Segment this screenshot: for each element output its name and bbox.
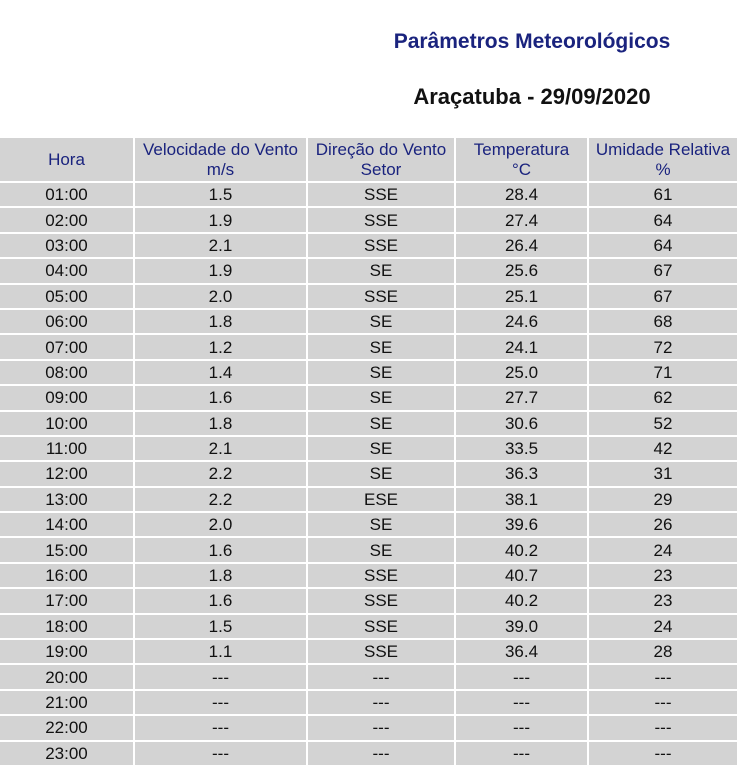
page-title <box>0 30 740 54</box>
table-cell-velocidade: 1.2 <box>135 335 306 358</box>
table-cell-temperatura: --- <box>456 691 587 714</box>
table-cell-hora: 06:00 <box>0 310 133 333</box>
table-row <box>0 665 737 688</box>
table-cell-hora: 17:00 <box>0 589 133 612</box>
table-cell-temperatura: --- <box>456 742 587 765</box>
table-cell-temperatura: 39.0 <box>456 615 587 638</box>
table-cell-umidade: --- <box>589 742 737 765</box>
table-cell-velocidade: 2.1 <box>135 234 306 257</box>
table-cell-velocidade: 1.6 <box>135 589 306 612</box>
column-header-direcao <box>308 138 454 181</box>
table-cell-velocidade: 1.9 <box>135 259 306 282</box>
table-cell-direcao: SSE <box>308 589 454 612</box>
table-cell-hora: 15:00 <box>0 538 133 561</box>
table-cell-velocidade: --- <box>135 665 306 688</box>
table-cell-umidade: 24 <box>589 615 737 638</box>
page-title-text: Parâmetros Meteorológicos <box>393 30 671 53</box>
table-cell-hora: 10:00 <box>0 412 133 435</box>
table-row <box>0 285 737 308</box>
table-cell-velocidade: 1.1 <box>135 640 306 663</box>
table-row <box>0 183 737 206</box>
table-cell-hora: 02:00 <box>0 208 133 231</box>
table-cell-temperatura: 36.4 <box>456 640 587 663</box>
table-cell-hora: 07:00 <box>0 335 133 358</box>
table-row <box>0 564 737 587</box>
table-cell-velocidade: 1.8 <box>135 310 306 333</box>
table-cell-velocidade: 1.8 <box>135 412 306 435</box>
table-cell-umidade: --- <box>589 691 737 714</box>
table-cell-direcao: SE <box>308 386 454 409</box>
table-cell-hora: 19:00 <box>0 640 133 663</box>
table-cell-temperatura: 24.6 <box>456 310 587 333</box>
table-cell-temperatura: 39.6 <box>456 513 587 536</box>
table-cell-hora: 04:00 <box>0 259 133 282</box>
table-cell-direcao: ESE <box>308 488 454 511</box>
table-cell-velocidade: --- <box>135 742 306 765</box>
table-cell-direcao: SE <box>308 259 454 282</box>
table-cell-temperatura: 40.2 <box>456 538 587 561</box>
table-cell-velocidade: 1.5 <box>135 615 306 638</box>
table-row <box>0 691 737 714</box>
table-cell-umidade: 52 <box>589 412 737 435</box>
table-cell-hora: 21:00 <box>0 691 133 714</box>
table-row <box>0 361 737 384</box>
table-cell-umidade: 23 <box>589 564 737 587</box>
table-cell-velocidade: 2.2 <box>135 462 306 485</box>
table-cell-temperatura: 40.7 <box>456 564 587 587</box>
table-cell-umidade: 23 <box>589 589 737 612</box>
table-cell-velocidade: --- <box>135 716 306 739</box>
table-cell-direcao: --- <box>308 742 454 765</box>
table-row <box>0 488 737 511</box>
table-cell-direcao: SE <box>308 335 454 358</box>
table-cell-umidade: --- <box>589 665 737 688</box>
column-header-umidade <box>589 138 737 181</box>
table-cell-hora: 14:00 <box>0 513 133 536</box>
table-cell-temperatura: 24.1 <box>456 335 587 358</box>
table-row <box>0 538 737 561</box>
table-row <box>0 615 737 638</box>
table-cell-hora: 05:00 <box>0 285 133 308</box>
table-row <box>0 386 737 409</box>
column-header-velocidade <box>135 138 306 181</box>
table-cell-hora: 09:00 <box>0 386 133 409</box>
table-cell-temperatura: 28.4 <box>456 183 587 206</box>
table-cell-velocidade: 2.0 <box>135 513 306 536</box>
table-cell-hora: 16:00 <box>0 564 133 587</box>
table-row <box>0 640 737 663</box>
table-cell-direcao: SSE <box>308 208 454 231</box>
column-header-label: Temperatura <box>473 139 570 159</box>
table-cell-temperatura: 27.7 <box>456 386 587 409</box>
table-cell-temperatura: 40.2 <box>456 589 587 612</box>
table-cell-direcao: SSE <box>308 183 454 206</box>
table-cell-velocidade: 2.0 <box>135 285 306 308</box>
table-cell-temperatura: 25.6 <box>456 259 587 282</box>
table-body <box>0 183 737 765</box>
table-cell-temperatura: 26.4 <box>456 234 587 257</box>
table-row <box>0 589 737 612</box>
table-row <box>0 513 737 536</box>
table-cell-temperatura: --- <box>456 716 587 739</box>
weather-table <box>0 136 739 767</box>
table-cell-umidade: 61 <box>589 183 737 206</box>
table-cell-direcao: SSE <box>308 615 454 638</box>
table-cell-umidade: 68 <box>589 310 737 333</box>
table-cell-direcao: SE <box>308 412 454 435</box>
table-row <box>0 234 737 257</box>
table-cell-hora: 20:00 <box>0 665 133 688</box>
table-cell-umidade: 42 <box>589 437 737 460</box>
table-cell-velocidade: 2.1 <box>135 437 306 460</box>
table-row <box>0 742 737 765</box>
column-header-unit: °C <box>511 159 532 179</box>
table-cell-umidade: 64 <box>589 208 737 231</box>
table-cell-temperatura: 36.3 <box>456 462 587 485</box>
table-cell-direcao: SE <box>308 462 454 485</box>
table-cell-temperatura: 30.6 <box>456 412 587 435</box>
table-cell-velocidade: 1.5 <box>135 183 306 206</box>
table-row <box>0 412 737 435</box>
column-header-hora <box>0 138 133 181</box>
table-cell-velocidade: 1.9 <box>135 208 306 231</box>
table-cell-umidade: 62 <box>589 386 737 409</box>
column-header-temperatura <box>456 138 587 181</box>
table-row <box>0 310 737 333</box>
table-cell-umidade: --- <box>589 716 737 739</box>
table-cell-direcao: SSE <box>308 285 454 308</box>
table-row <box>0 462 737 485</box>
column-header-label: Umidade Relativa <box>595 139 731 159</box>
table-cell-hora: 11:00 <box>0 437 133 460</box>
table-cell-umidade: 67 <box>589 259 737 282</box>
table-cell-umidade: 64 <box>589 234 737 257</box>
table-cell-direcao: SSE <box>308 564 454 587</box>
table-cell-umidade: 72 <box>589 335 737 358</box>
table-cell-hora: 12:00 <box>0 462 133 485</box>
page-subtitle: Araçatuba - 29/09/2020 <box>413 84 651 109</box>
table-row <box>0 259 737 282</box>
table-cell-temperatura: 27.4 <box>456 208 587 231</box>
table-cell-velocidade: 2.2 <box>135 488 306 511</box>
table-cell-hora: 01:00 <box>0 183 133 206</box>
column-header-label: Hora <box>48 149 85 169</box>
table-row <box>0 437 737 460</box>
table-cell-velocidade: 1.6 <box>135 538 306 561</box>
column-header-unit: m/s <box>206 159 235 179</box>
table-cell-temperatura: 25.1 <box>456 285 587 308</box>
column-header-label: Direção do Vento <box>315 139 447 159</box>
table-cell-direcao: SE <box>308 310 454 333</box>
table-row <box>0 208 737 231</box>
table-cell-hora: 08:00 <box>0 361 133 384</box>
table-cell-hora: 22:00 <box>0 716 133 739</box>
column-header-unit: Setor <box>360 159 402 179</box>
table-header-row <box>0 138 737 181</box>
table-cell-umidade: 29 <box>589 488 737 511</box>
table-cell-umidade: 28 <box>589 640 737 663</box>
table-cell-umidade: 24 <box>589 538 737 561</box>
table-cell-temperatura: --- <box>456 665 587 688</box>
table-cell-velocidade: --- <box>135 691 306 714</box>
table-cell-direcao: SE <box>308 437 454 460</box>
table-cell-temperatura: 38.1 <box>456 488 587 511</box>
table-cell-direcao: --- <box>308 691 454 714</box>
column-header-unit: % <box>655 159 671 179</box>
table-row <box>0 716 737 739</box>
table-cell-velocidade: 1.8 <box>135 564 306 587</box>
table-cell-umidade: 31 <box>589 462 737 485</box>
table-cell-temperatura: 33.5 <box>456 437 587 460</box>
table-cell-direcao: --- <box>308 665 454 688</box>
table-cell-temperatura: 25.0 <box>456 361 587 384</box>
table-cell-direcao: SE <box>308 513 454 536</box>
table-cell-hora: 03:00 <box>0 234 133 257</box>
table-cell-direcao: SE <box>308 538 454 561</box>
table-cell-direcao: --- <box>308 716 454 739</box>
table-cell-hora: 13:00 <box>0 488 133 511</box>
table-cell-direcao: SSE <box>308 234 454 257</box>
table-cell-direcao: SSE <box>308 640 454 663</box>
table-cell-umidade: 71 <box>589 361 737 384</box>
table-cell-hora: 18:00 <box>0 615 133 638</box>
table-cell-hora: 23:00 <box>0 742 133 765</box>
table-cell-umidade: 67 <box>589 285 737 308</box>
table-cell-velocidade: 1.4 <box>135 361 306 384</box>
table-cell-velocidade: 1.6 <box>135 386 306 409</box>
column-header-label: Velocidade do Vento <box>142 139 299 159</box>
table-row <box>0 335 737 358</box>
table-cell-direcao: SE <box>308 361 454 384</box>
table-cell-umidade: 26 <box>589 513 737 536</box>
